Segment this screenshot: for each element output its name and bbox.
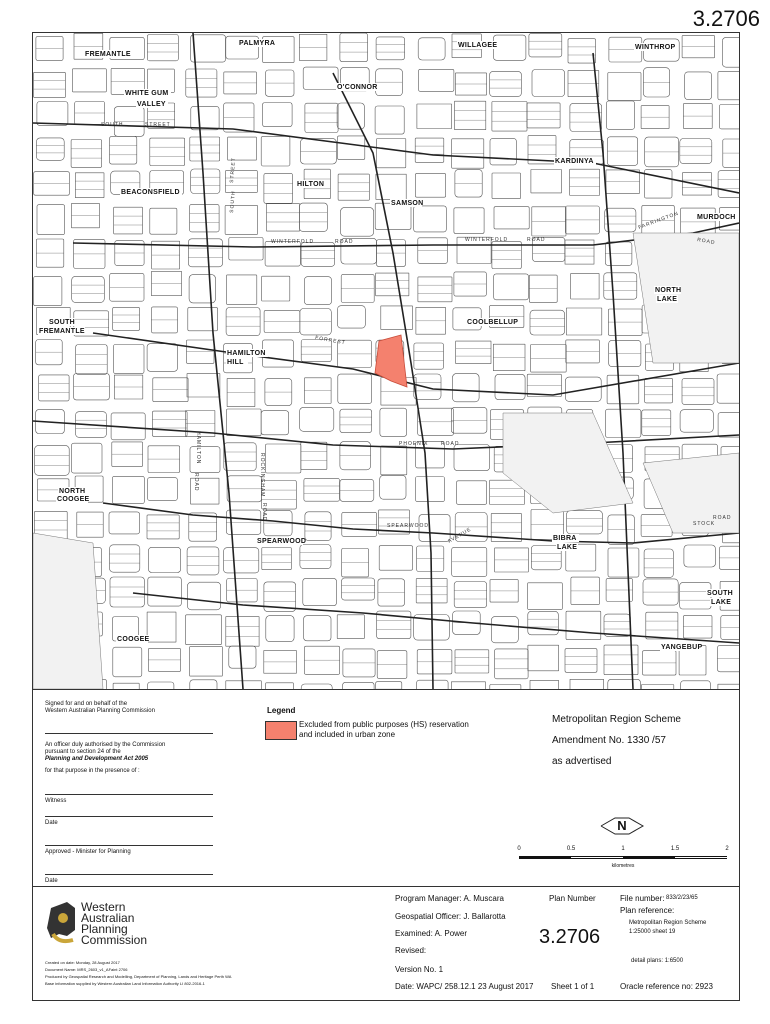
suburb-label: MURDOCH — [697, 214, 736, 221]
suburb-label: WILLAGEE — [458, 42, 498, 49]
examined: Examined: A. Power — [395, 929, 468, 938]
suburb-label: PALMYRA — [239, 40, 276, 47]
document-note: Document Name: MRS_2603_v1_AFaint 2706 — [45, 967, 128, 972]
sheet-number: 3.2706 — [692, 6, 760, 31]
map-canvas — [33, 33, 739, 689]
created-note: Created on date: Monday, 28 August 2017 — [45, 960, 120, 965]
scale-segment-1 — [519, 856, 571, 859]
suburb-label: HAMILTON — [227, 350, 266, 357]
road-label: FARRINGTON — [637, 210, 680, 231]
detail-plans: detail plans: 1:6500 — [631, 958, 684, 964]
suburb-label: NORTH — [655, 287, 682, 294]
suburb-label: VALLEY — [137, 101, 166, 108]
suburb-label: FREMANTLE — [39, 328, 85, 335]
suburb-label: LAKE — [557, 544, 578, 551]
date-line-1 — [45, 816, 213, 817]
scale-tick-label: 0 — [517, 846, 521, 852]
witness-label: Witness — [45, 798, 67, 804]
panel-divider — [33, 886, 739, 887]
scale-segment-2 — [571, 856, 623, 859]
signed-line-2: Western Australian Planning Commission — [45, 708, 155, 714]
suburb-label: BEACONSFIELD — [121, 189, 180, 196]
suburb-label: BIBRA — [553, 535, 577, 542]
date-label-2: Date — [45, 878, 58, 884]
purpose-line: for that purpose in the presence of : — [45, 768, 140, 774]
logo-line-1: Western — [81, 900, 126, 914]
road-label: ROCKINGHAM — [259, 453, 265, 498]
suburb-label: O'CONNOR — [337, 84, 378, 91]
footer-notes — [45, 959, 231, 987]
map-title-line-2: Amendment No. 1330 /57 — [552, 735, 666, 746]
legend-heading: Legend — [267, 706, 296, 715]
plan-date: Date: WAPC/ 258.12.1 23 August 2017 — [395, 982, 534, 991]
plan-number-label: Plan Number — [549, 894, 596, 903]
suburb-label: SPEARWOOD — [257, 538, 307, 545]
scale-tick-label: 2 — [725, 846, 729, 852]
scale-tick-label: 0.5 — [566, 846, 576, 852]
road-label: WINTERFOLD — [271, 239, 315, 245]
act-name: Planning and Development Act 2005 — [45, 756, 149, 762]
road-label: HAMILTON — [195, 431, 201, 465]
road-label: PHOENIX — [399, 441, 429, 447]
road-label: ROAD — [335, 239, 354, 245]
road-label: SOUTH — [101, 122, 124, 128]
revised: Revised: — [395, 946, 427, 955]
north-arrow — [599, 815, 645, 837]
wapc-logo — [45, 900, 85, 945]
north-label: N — [617, 818, 627, 833]
legend-item-line-1: Excluded from public purposes (HS) reservation — [299, 720, 469, 729]
map-title-line-1: Metropolitan Region Scheme — [552, 714, 681, 725]
suburb-label: SOUTH — [49, 319, 75, 326]
suburb-label: YANGEBUP — [661, 644, 703, 651]
suburb-label: COOGEE — [57, 496, 90, 503]
road-label: ROAD — [713, 515, 732, 521]
version: Version No. 1 — [395, 965, 444, 974]
suburb-label: HILTON — [297, 181, 325, 188]
program-manager: Program Manager: A. Muscara — [395, 894, 504, 903]
road-label: STOCK — [693, 521, 716, 527]
approved-label: Approved - Minister for Planning — [45, 849, 131, 855]
date-line-2 — [45, 874, 213, 875]
road-label: SOUTH — [229, 190, 237, 214]
geospatial-officer: Geospatial Officer: J. Ballarotta — [395, 912, 506, 921]
sheet-count: Sheet 1 of 1 — [551, 982, 595, 991]
logo-line-3: Planning — [81, 922, 128, 936]
road-label: FORREST — [314, 335, 347, 347]
map[interactable] — [32, 32, 740, 690]
legend-item — [299, 720, 469, 740]
file-number: 833/2/23/65 — [666, 895, 698, 901]
road-label: STREET — [229, 157, 238, 184]
road-label: STREET — [145, 122, 171, 128]
road-label: ROAD — [696, 237, 716, 247]
road-label: ROAD — [193, 473, 199, 492]
road-label: ROAD — [441, 441, 460, 447]
date-label-1: Date — [45, 820, 58, 826]
scale-segment-3 — [623, 856, 675, 859]
suburb-label: COOGEE — [117, 636, 150, 643]
scale-segment-4 — [675, 856, 727, 859]
suburb-label: WHITE GUM — [125, 90, 169, 97]
produced-note: Produced by Geospatial Research and Modelling, Department of Planning, Lands and Heritage Perth WA — [45, 974, 232, 979]
approved-line — [45, 845, 213, 846]
road-label: WINTERFOLD — [465, 237, 509, 243]
map-title-line-3: as advertised — [552, 756, 612, 767]
road-label: ROAD — [261, 503, 267, 522]
logo-line-2: Australian — [81, 911, 135, 925]
road-label: SPEARWOOD — [387, 523, 429, 529]
suburb-label: SAMSON — [391, 200, 424, 207]
suburb-label: KARDINYA — [555, 158, 594, 165]
plan-reference-2: 1:25000 sheet 19 — [629, 929, 676, 935]
suburb-label: WINTHROP — [635, 44, 676, 51]
suburb-label: LAKE — [657, 296, 678, 303]
witness-line — [45, 794, 213, 795]
authorised-line-2: pursuant to section 24 of the — [45, 749, 121, 755]
suburb-label: LAKE — [711, 599, 732, 606]
logo-line-4: Commission — [81, 933, 148, 947]
scale-unit: kilometres — [611, 863, 635, 869]
road-label: AVENUE — [447, 526, 473, 545]
suburb-label: NORTH — [59, 488, 86, 495]
suburb-label: HILL — [227, 359, 244, 366]
signed-line-1: Signed for and on behalf of the — [45, 701, 128, 707]
legend-swatch — [265, 721, 297, 740]
signature-line — [45, 733, 213, 734]
info-panel — [32, 688, 740, 1001]
plan-reference-label: Plan reference: — [620, 906, 675, 915]
wa-map-logo-icon — [45, 900, 85, 945]
road-label: ROAD — [527, 237, 546, 243]
legend-item-line-2: and included in urban zone — [299, 730, 396, 739]
authorised-line-1: An officer duly authorised by the Commission — [45, 742, 166, 748]
suburb-label: COOLBELLUP — [467, 319, 519, 326]
scale-tick-label: 1 — [621, 846, 625, 852]
wapc-logo-text — [81, 902, 147, 946]
base-note: Base information supplied by Western Australian Land Information Authority LI 802-2016-1 — [45, 981, 205, 986]
suburb-label: SOUTH — [707, 590, 733, 597]
suburb-label: FREMANTLE — [85, 51, 131, 58]
plan-reference-1: Metropolitan Region Scheme — [629, 920, 707, 926]
plan-number: 3.2706 — [539, 926, 601, 948]
scale-tick-label: 1.5 — [670, 846, 680, 852]
scale-bar — [519, 846, 729, 876]
oracle-reference: Oracle reference no: 2923 — [620, 982, 713, 991]
file-number-label: File number: — [620, 894, 665, 903]
